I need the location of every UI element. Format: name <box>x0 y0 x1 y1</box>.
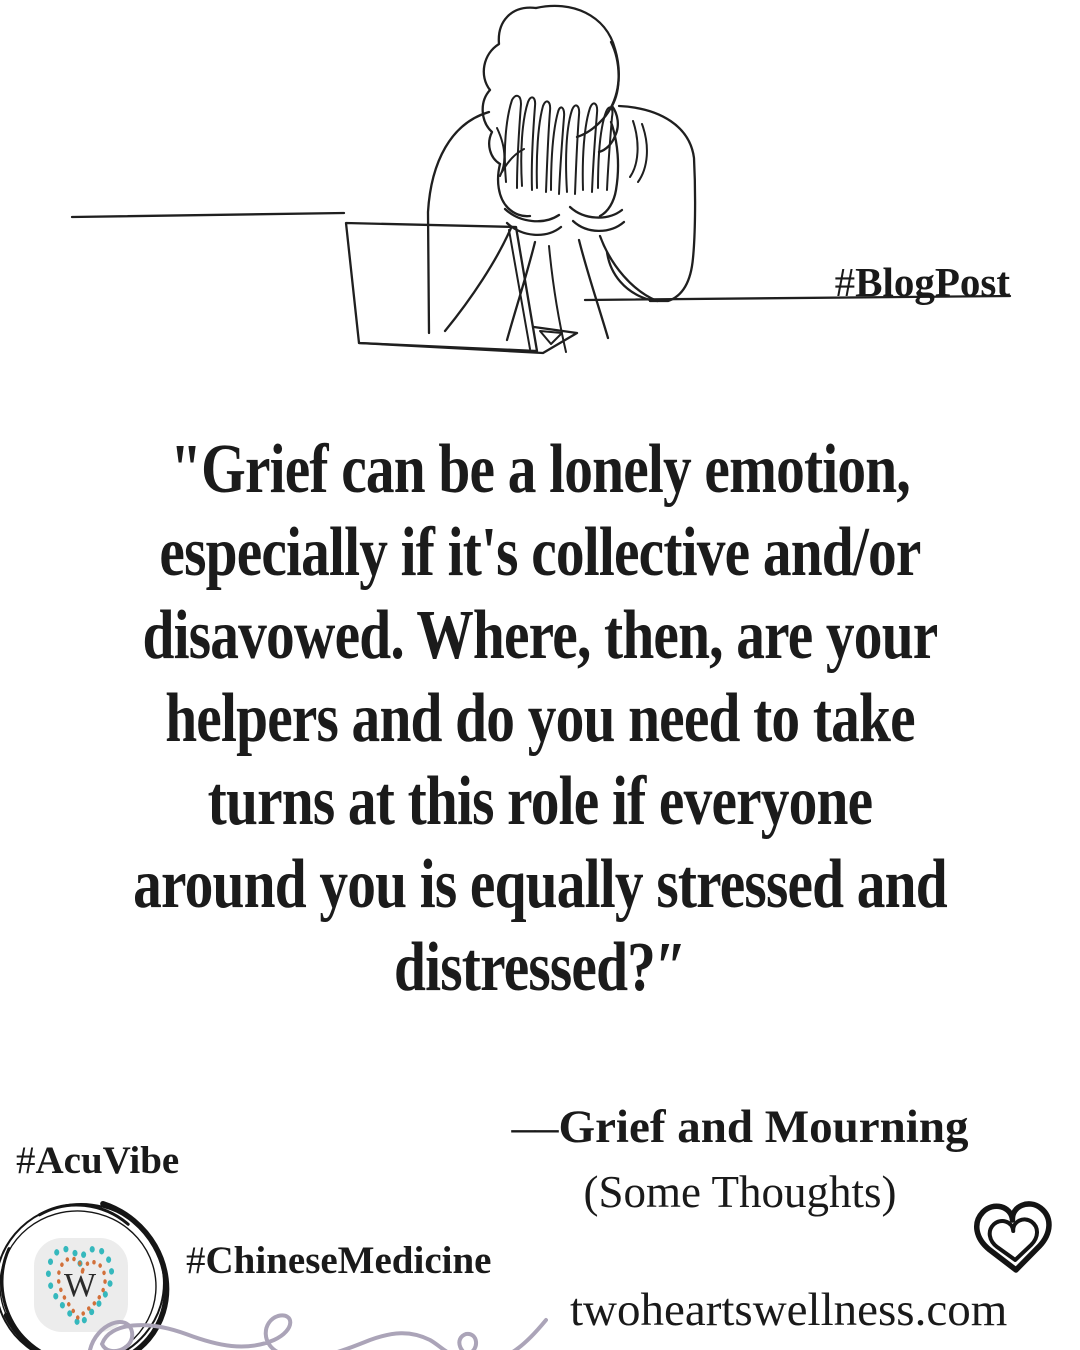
quote-text <box>0 428 1080 1009</box>
person-head <box>483 6 619 164</box>
hashtag-blogpost-label: BlogPost <box>855 259 1010 305</box>
website-url: twoheartswellness.com <box>570 1284 1008 1336</box>
quote-attribution <box>420 1100 1060 1218</box>
laptop <box>346 223 577 353</box>
quote-line: around you is equally stressed and <box>133 846 947 923</box>
quote-line: disavowed. Where, then, are your <box>142 597 938 674</box>
double-heart-icon <box>966 1198 1062 1286</box>
quote-line: especially if it's collective and/or <box>159 514 921 591</box>
swirl-flourish-icon <box>88 1306 548 1350</box>
hashtag-chinesemedicine <box>186 1238 491 1283</box>
hashtag-chinesemedicine-label: ChineseMedicine <box>205 1239 492 1282</box>
attribution-dashes: –– <box>511 1101 559 1153</box>
logo-letter: W <box>63 1267 97 1304</box>
hashtag-blogpost <box>835 258 1010 306</box>
left-hand <box>498 96 564 216</box>
right-hand <box>566 103 618 216</box>
quote-line: distressed?″ <box>394 929 686 1006</box>
person-crying-at-laptop-illustration <box>0 0 1080 370</box>
hashtag-acuvibe-label: AcuVibe <box>35 1139 180 1182</box>
quote-line: "Grief can be a lonely emotion, <box>170 431 910 508</box>
quote-line: helpers and do you need to take <box>165 680 915 757</box>
hash-symbol: # <box>16 1139 36 1182</box>
attribution-title: ––Grief and Mourning <box>511 1101 969 1153</box>
hash-symbol: # <box>834 259 856 305</box>
attribution-subtitle: (Some Thoughts) <box>583 1167 897 1217</box>
hashtag-acuvibe <box>16 1138 179 1183</box>
quote-line: turns at this role if everyone <box>207 763 873 840</box>
hash-symbol: # <box>186 1239 206 1282</box>
desk-line-left <box>72 213 344 217</box>
